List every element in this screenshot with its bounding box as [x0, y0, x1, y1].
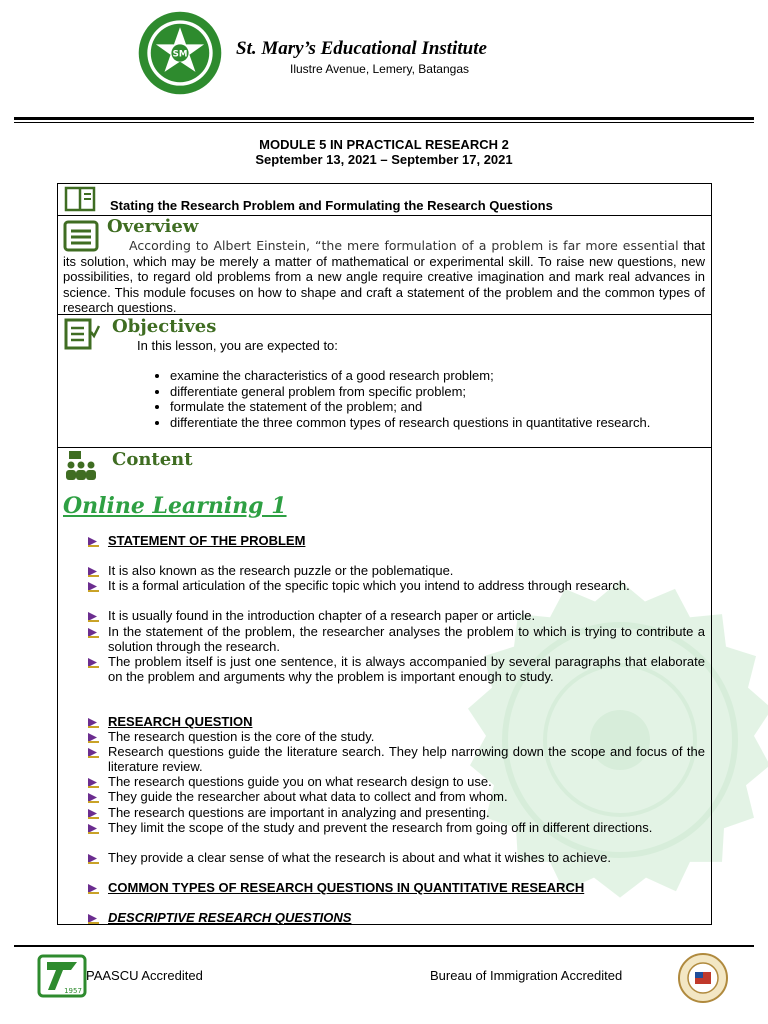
arrow-bullet-icon	[88, 747, 99, 758]
list-item: • differentiate general problem from specific problem;	[170, 384, 705, 400]
research-question-item: The research questions guide you on what research design to use.	[108, 774, 492, 789]
arrow-bullet-icon	[88, 792, 99, 803]
list-item: • differentiate the three common types of research questions in quantitative research.	[170, 415, 705, 431]
research-question-item: The research questions are important in analyzing and presenting.	[108, 805, 490, 820]
bureau-accredited: Bureau of Immigration Accredited	[430, 968, 623, 983]
research-question-item: They limit the scope of the study and prevent the research from going off in different directions.	[108, 820, 653, 835]
paascu-year: 1957	[64, 987, 82, 995]
research-question-item: They guide the researcher about what data to collect and from whom.	[108, 789, 508, 804]
bureau-seal-icon	[677, 952, 729, 1004]
arrow-bullet-icon	[88, 883, 99, 894]
objectives-list	[130, 368, 705, 430]
overview-text: that its solution, which may be merely a matter of mathematical or experimental skill. To raise new questions, new possibilities, to regard old problems from a new angle require creative imagination and mark real advances in science. This module focuses on how to shape and craft a statement of the problem and the common types of research questions.	[63, 238, 705, 315]
module-dates: September 13, 2021 – September 17, 2021	[255, 152, 513, 167]
header-rule	[14, 117, 754, 120]
statement-item: It is also known as the research puzzle or the poblematique.	[108, 563, 454, 578]
statement-item: It is usually found in the introduction chapter of a research paper or article.	[108, 608, 536, 623]
common-types-heading: COMMON TYPES OF RESEARCH QUESTIONS IN QUANTITATIVE RESEARCH	[108, 880, 585, 895]
list-item: • formulate the statement of the problem; and	[170, 399, 705, 415]
statement-heading: STATEMENT OF THE PROBLEM	[108, 533, 306, 548]
research-question-heading: RESEARCH QUESTION	[108, 714, 253, 729]
arrow-bullet-icon	[88, 823, 99, 834]
arrow-bullet-icon	[88, 808, 99, 819]
overview-first-line: According to Albert Einstein, “the mere formulation of a problem is far more essential	[129, 238, 679, 253]
group-icon	[63, 450, 99, 482]
arrow-bullet-icon	[88, 777, 99, 788]
objectives-heading: Objectives	[112, 316, 217, 337]
arrow-bullet-icon	[88, 717, 99, 728]
overview-paragraph	[63, 238, 705, 316]
paascu-accredited: PAASCU Accredited	[86, 968, 203, 983]
objectives-intro: In this lesson, you are expected to:	[137, 338, 338, 353]
list-item: • examine the characteristics of a good research problem;	[170, 368, 705, 384]
arrow-bullet-icon	[88, 732, 99, 743]
arrow-bullet-icon	[88, 853, 99, 864]
arrow-bullet-icon	[88, 566, 99, 577]
research-question-item: They provide a clear sense of what the research is about and what it wishes to achieve.	[108, 850, 611, 865]
book-icon	[64, 186, 96, 212]
statement-item: In the statement of the problem, the researcher analyses the problem to which is trying to contribute a solution through the research.	[108, 624, 705, 654]
header-rule-thin	[14, 122, 754, 123]
arrow-bullet-icon	[88, 536, 99, 547]
school-name: St. Mary’s Educational Institute	[236, 38, 487, 59]
arrow-bullet-icon	[88, 913, 99, 924]
content-heading: Content	[112, 449, 193, 470]
arrow-bullet-icon	[88, 657, 99, 668]
school-address: Ilustre Avenue, Lemery, Batangas	[290, 62, 469, 76]
paascu-logo	[37, 954, 87, 998]
arrow-bullet-icon	[88, 627, 99, 638]
statement-item: It is a formal articulation of the specific topic which you intend to address through research.	[108, 578, 630, 593]
research-question-item: Research questions guide the literature search. They help narrowing down the scope and focus of the literature review.	[108, 744, 705, 774]
footer-rule	[14, 945, 754, 947]
logo-monogram: SM	[172, 49, 188, 60]
arrow-bullet-icon	[88, 611, 99, 622]
online-learning-title: Online Learning 1	[63, 493, 287, 519]
research-question-item: The research question is the core of the study.	[108, 729, 375, 744]
school-logo	[137, 10, 223, 96]
module-title: MODULE 5 IN PRACTICAL RESEARCH 2	[259, 137, 509, 152]
topic-title: Stating the Research Problem and Formulating the Research Questions	[110, 198, 553, 213]
checklist-icon	[64, 318, 100, 350]
arrow-bullet-icon	[88, 581, 99, 592]
divider	[57, 447, 712, 448]
overview-heading: Overview	[107, 216, 199, 237]
descriptive-heading: DESCRIPTIVE RESEARCH QUESTIONS	[108, 910, 352, 925]
statement-item: The problem itself is just one sentence, it is always accompanied by several paragraphs that elaborate on the problem and arguments why the problem is important enough to study.	[108, 654, 705, 684]
